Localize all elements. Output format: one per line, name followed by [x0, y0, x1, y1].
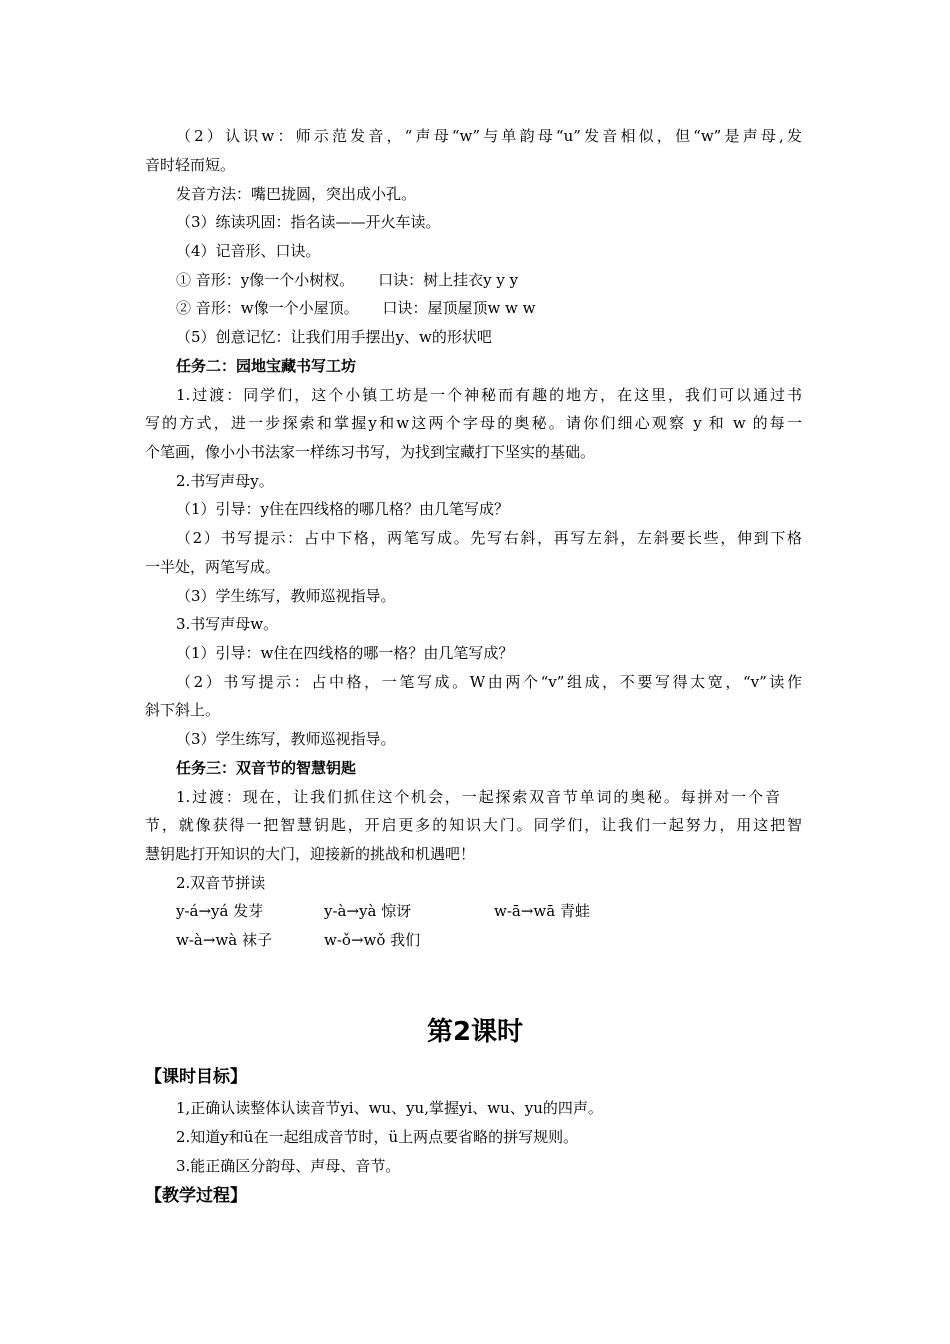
task2-transition-line-1: 1.过渡：同学们，这个小镇工坊是一个神秘而有趣的地方，在这里，我们可以通过书: [176, 386, 802, 404]
shape-w-rhyme: ② 音形：w像一个小屋顶。 口诀：屋顶屋顶w w w: [176, 299, 536, 317]
y-practice: （3）学生练写，教师巡视指导。: [176, 587, 396, 605]
w-tip-line-2: 斜下斜上。: [145, 701, 221, 719]
two-syllable-reading-label: 2.双音节拼读: [176, 874, 266, 892]
lesson-2-title: 第2课时: [426, 1017, 524, 1047]
write-y-heading: 2.书写声母y。: [176, 472, 274, 490]
lesson-goal-2: 2.知道y和ü在一起组成音节时，ü上两点要省略的拼写规则。: [176, 1128, 579, 1146]
teaching-process-heading: 【教学过程】: [145, 1186, 247, 1206]
task2-transition-line-3: 个笔画，像小小书法家一样练习书写，为找到宝藏打下坚实的基础。: [145, 443, 596, 461]
word-wo-we: w-ǒ→wǒ 我们: [324, 931, 421, 949]
write-w-heading: 3.书写声母w。: [176, 615, 279, 633]
lesson-goals-heading: 【课时目标】: [145, 1067, 247, 1087]
w-practice: （3）学生练写，教师巡视指导。: [176, 730, 396, 748]
word-wa-socks: w-à→wà 袜子: [176, 931, 272, 949]
w-tip-line-1: （2）书写提示：占中格，一笔写成。W由两个“v”组成，不要写得太宽，“v”读作: [176, 673, 802, 691]
creative-memory: （5）创意记忆：让我们用手摆出y、w的形状吧: [176, 328, 492, 346]
task3-transition-line-2: 节，就像获得一把智慧钥匙，开启更多的知识大门。同学们，让我们一起努力，用这把智: [145, 816, 802, 834]
task3-transition-line-3: 慧钥匙打开知识的大门，迎接新的挑战和机遇吧！: [145, 845, 476, 863]
memory-step: （4）记音形、口诀。: [176, 242, 321, 260]
w-pronunciation-method: 发音方法：嘴巴拢圆，突出成小孔。: [176, 185, 417, 203]
task2-heading: 任务二：园地宝藏书写工坊: [176, 357, 357, 375]
word-ya-surprise: y-à→yà 惊讶: [324, 902, 412, 920]
w-guide: （1）引导：w住在四线格的哪一格？由几笔写成？: [176, 644, 514, 662]
word-ya-sprout: y-á→yá 发芽: [176, 902, 264, 920]
y-tip-line-2: 一半处，两笔写成。: [145, 558, 281, 576]
shape-y-rhyme: ① 音形：y像一个小树杈。 口诀：树上挂衣y y y: [176, 271, 519, 289]
lesson-goal-1: 1,正确认读整体认读音节yi、wu、yu,掌握yi、wu、yu的四声。: [176, 1099, 603, 1117]
y-guide: （1）引导：y住在四线格的哪几格？由几笔写成？: [176, 500, 510, 518]
task2-transition-line-2: 写的方式，进一步探索和掌握y和w这两个字母的奥秘。请你们细心观察 y 和 w 的每一: [145, 414, 802, 432]
w-intro-line-2: 音时轻而短。: [145, 156, 236, 174]
lesson-goal-3: 3.能正确区分韵母、声母、音节。: [176, 1157, 401, 1175]
word-wa-frog: w-ā→wā 青蛙: [494, 902, 590, 920]
task3-transition-line-1: 1.过渡：现在，让我们抓住这个机会，一起探索双音节单词的奥秘。每拼对一个音: [176, 788, 780, 806]
w-intro-line-1: （2）认识w：师示范发音，“声母“w”与单韵母“u”发音相似，但“w”是声母,发: [176, 127, 802, 145]
task3-heading: 任务三：双音节的智慧钥匙: [176, 759, 357, 777]
practice-step: （3）练读巩固：指名读——开火车读。: [176, 213, 441, 231]
y-tip-line-1: （2）书写提示：占中下格，两笔写成。先写右斜，再写左斜，左斜要长些，伸到下格: [176, 529, 802, 547]
